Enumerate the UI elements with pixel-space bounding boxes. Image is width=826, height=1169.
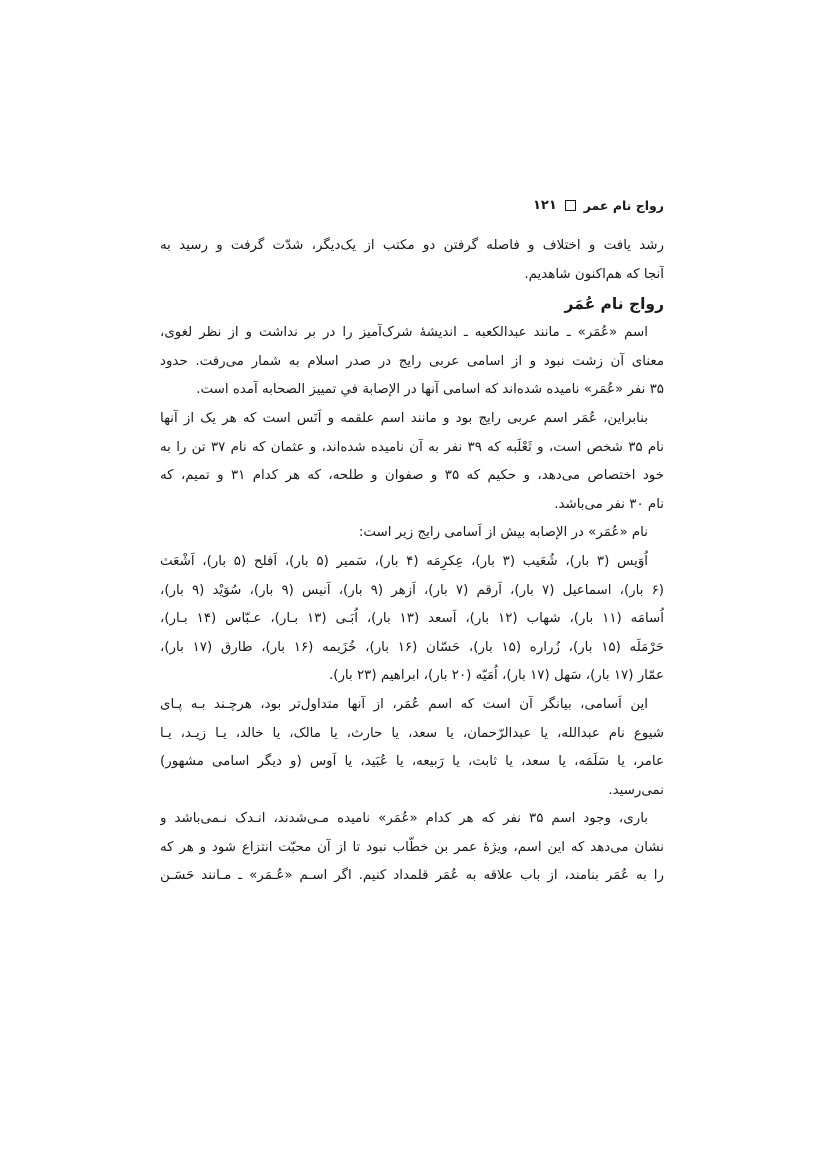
text-line: حَرْمَلَه (۱۵ بار)، زُراره (۱۵ بار)، حَسّان (۱۶ بار)، خُزَیمه (۱۶ بار)، طارق (۱۷ بار)، (160, 639, 664, 655)
paragraph-5 (160, 691, 664, 805)
text-line: خود اختصاص می‌دهد، و حکیم که ۳۵ و صفوان و طلحه، که هر کدام ۳۱ و تمیم، که (160, 468, 664, 484)
text-line: معنای آن زشت نبود و از اسامی عربی رایج در صدر اسلام به شمار می‌رفت. حدود (160, 353, 664, 369)
text-line: (۶ بار)، اسماعیل (۷ بار)، اَرقم (۷ بار)، اَزهر (۹ بار)، اَنیس (۹ بار)، سُوَیْد (۹ بار)، (160, 582, 664, 598)
text-line: ۳۵ نفر «عُمَر» نامیده شده‌اند که اسامی آنها در الإصابة في تمييز الصحابه آمده است. (196, 382, 664, 398)
text-line: را به عُمَر بنامند، از باب علاقه به عُمَر قلمداد کنیم. اگر اسـم «عُـمَر» ـ مـانند حَسَـن (160, 868, 664, 884)
text-line: آنجا که هم‌اکنون شاهدیم. (524, 266, 664, 282)
text-line: اُسامَه (۱۱ بار)، شهاب (۱۲ بار)، اَسعد (۱۳ بار)، اُبَـی (۱۳ بـار)، عـبّاس (۱۴ بـار)، (160, 611, 664, 627)
paragraph-6 (160, 805, 664, 891)
running-head-title: رواج نام عمر (583, 197, 664, 213)
paragraph-3 (160, 519, 664, 548)
text-line: نمی‌رسید. (608, 782, 664, 798)
text-line: بنابراین، عُمَر اسم عربی رایج بود و مانند اسم علقمه و اَنَس است که هر یک از آنها (160, 410, 648, 426)
text-line: رشد یافت و اختلاف و فاصله گرفتن دو مکتب از یک‌دیگر، شدّت گرفت و رسید به (160, 238, 664, 253)
text-line: نام ۳۰ نفر می‌باشد. (554, 496, 664, 512)
text-line: نام «عُمَر» در الإصابه بیش از اَسامی رایج زیر است: (358, 525, 648, 541)
body-text (160, 232, 664, 891)
running-head (164, 193, 664, 217)
text-line: شیوع نام عبدالله، یا عبدالرّحمان، یا سعد، یا حارث، یا مالک، یا خالد، یـا زیـد، یـا (160, 725, 664, 741)
paragraph-2 (160, 405, 664, 519)
section-heading: رواج نام عُمَر (564, 295, 664, 314)
text-line: نام ۳۵ شخص است، و ثَعْلَبه که ۳۹ نفر به آن نامیده شده‌اند، و عثمان که نام ۳۷ تن را به (160, 439, 664, 455)
text-line: عمّار (۱۷ بار)، سَهل (۱۷ بار)، اُمَیّه (۲۰ بار)، ابراهیم (۲۳ بار). (328, 668, 664, 684)
text-line: این اَسامی، بیانگر آن است که اسم عُمَر، از آنها متداول‌تر بود، هرچـند بـه پـای (160, 696, 648, 712)
text-line: اُوَیس (۳ بار)، شُعَیب (۳ بار)، عِکرِمَه (۴ بار)، سَمیر (۵ بار)، اَفلح (۵ بار)، اَشْعَث (160, 553, 649, 569)
paragraph-4 (160, 548, 664, 691)
text-line: باری، وجود اسم ۳۵ نفر که هر کدام «عُمَر» نامیده مـی‌شدند، انـدک نـمی‌باشد و (160, 811, 649, 827)
paragraph-intro (160, 232, 664, 289)
text-line: عامر، یا سَلَمَه، یا سعد، یا ثابت، یا رَبیعه، یا عُبَید، یا اَوس (و دیگر اسامی مشهور) (160, 754, 664, 770)
text-line: اسم «عُمَر» ـ مانند عبدالکعبه ـ اندیشهٔ شرک‌آمیز را در بر نداشت و از نظر لغوی، (160, 325, 648, 341)
text-line: نشان می‌دهد که این اسم، ویژهٔ عمر بن خطّاب نبود تا از آن محبّت انتزاع شود و هر که (160, 839, 664, 855)
page-number: ۱۲۱ (532, 197, 557, 213)
paragraph-1 (160, 319, 664, 405)
square-icon (565, 200, 576, 211)
